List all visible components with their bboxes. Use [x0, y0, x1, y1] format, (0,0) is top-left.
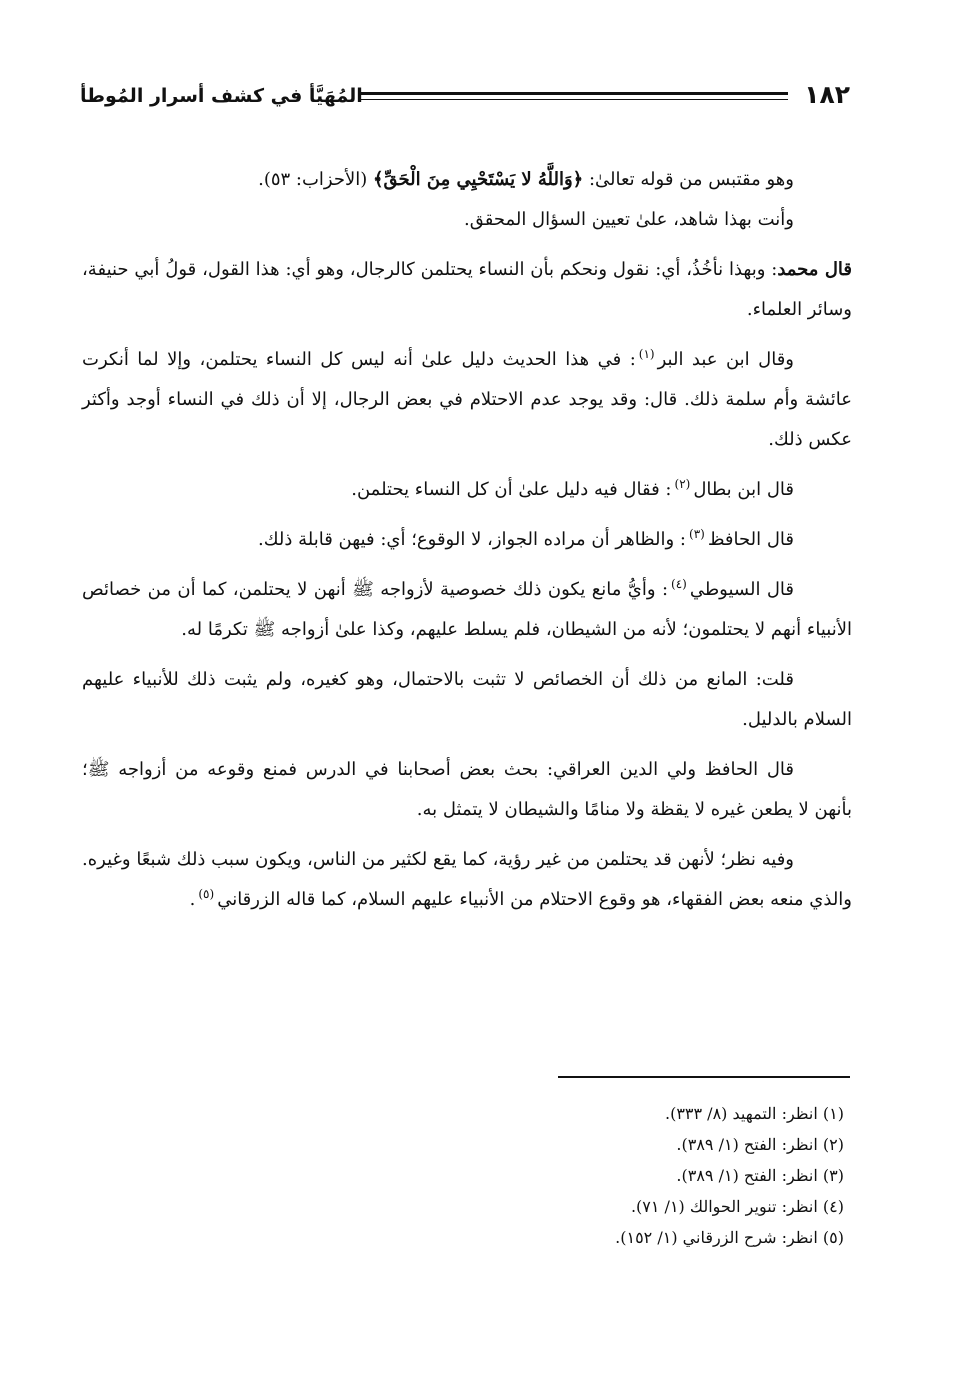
footnote-2: (٢) انظر: الفتح (١/ ٣٨٩).	[676, 1135, 844, 1154]
footnote-ref-4: (٤)	[671, 577, 687, 591]
paragraph-4-text: : في هذا الحديث دليل علىٰ أنه ليس كل النساء يحتلمن، وإلا لما أنكرت عائشة وأم سلمة ذلك. قال: وقد يوجد عدم الاحتلام في بعض الرجال، إلا أن ذلك في النساء أوجد وأكثر عكس ذلك.	[82, 349, 852, 450]
paragraph-10-end: .	[189, 889, 196, 910]
paragraph-7-lead: قال السيوطي	[689, 579, 794, 600]
footnote-separator	[558, 1076, 850, 1078]
main-text	[82, 160, 852, 920]
paragraph-5-lead: قال ابن بطال	[693, 479, 794, 500]
paragraph-6	[82, 520, 852, 560]
paragraph-9: قال الحافظ ولي الدين العراقي: بحث بعض أصحابنا في الدرس فمنع وقوعه من أزواجه ﷺ؛ بأنهن لا يطعن غيره لا يقظة ولا منامًا والشيطان لا يتمثل به.	[82, 759, 852, 820]
footnotes	[344, 1098, 844, 1253]
quran-quote: ﴿وَاللَّهُ لا يَسْتَحْيِي مِنَ الْحَقِّ﴾	[373, 169, 584, 190]
paragraph-7	[82, 570, 852, 650]
paragraph-4	[82, 340, 852, 460]
footnote-1: (١) انظر: التمهيد (٨/ ٣٣٣).	[664, 1104, 844, 1123]
paragraph-5	[82, 470, 852, 510]
paragraph-8: قلت: المانع من ذلك أن الخصائص لا تثبت بالاحتمال، وهو كغيره، ولم يثبت ذلك للأنبياء عليهم السلام بالدليل.	[82, 669, 852, 730]
quran-reference: (الأحزاب: ٥٣).	[258, 169, 373, 190]
paragraph-7-text: : وأيُّ مانع يكون ذلك خصوصية لأزواجه ﷺ أنهن لا يحتلمن، كما أن من خصائص الأنبياء أنهم لا يحتلمون؛ لأنه من الشيطان، فلم يسلط عليهم، وكذا علىٰ أزواجه ﷺ تكرمًا له.	[82, 579, 852, 640]
paragraph-3-text: : وبهذا نأخُذُ، أي: نقول ونحكم بأن النساء يحتلمن كالرجال، وهو أي: هذا القول، قولُ أبي حنيفة، وسائر العلماء.	[82, 259, 852, 320]
paragraph-6-text: : والظاهر أن مراده الجواز، لا الوقوع؛ أي: فيهن قابلة ذلك.	[258, 529, 686, 550]
paragraph-1-text: وهو مقتبس من قوله تعالىٰ:	[583, 169, 794, 190]
footnote-ref-2: (٢)	[674, 477, 691, 491]
paragraph-4-lead: وقال ابن عبد البر	[657, 349, 794, 370]
paragraph-5-text: : فقال فيه دليل علىٰ أن كل النساء يحتلمن.	[351, 479, 672, 500]
footnote-ref-5: (٥)	[198, 887, 215, 901]
paragraph-10-text: وفيه نظر؛ لأنهن قد يحتلمن من غير رؤية، كما يقع لكثير من الناس، ويكون سبب ذلك شبعًا وغيره. والذي منعه بعض الفقهاء، هو وقوع الاحتلام من الأنبياء عليهم السلام، كما قاله الزرقاني	[82, 849, 852, 910]
running-title: المُهَيَّأ في كشف أسرار المُوطأ	[80, 85, 363, 107]
paragraph-10	[82, 840, 852, 920]
footnote-5: (٥) انظر: شرح الزرقاني (١/ ١٥٢).	[615, 1228, 844, 1247]
paragraph-3	[82, 250, 852, 330]
paragraph-1	[82, 160, 852, 200]
footnote-ref-3: (٣)	[689, 527, 705, 541]
footnote-ref-1: (١)	[638, 347, 655, 361]
page-number: ١٨٢	[804, 80, 850, 109]
footnote-4: (٤) انظر: تنوير الحوالك (١/ ٧١).	[630, 1197, 844, 1216]
speaker-label: قال محمد	[777, 259, 852, 280]
running-header	[80, 78, 850, 118]
paragraph-2: وأنت بهذا شاهد، علىٰ تعيين السؤال المحقق.	[463, 209, 794, 230]
paragraph-6-lead: قال الحافظ	[707, 529, 794, 550]
header-rule	[360, 92, 788, 100]
footnote-3: (٣) انظر: الفتح (١/ ٣٨٩).	[676, 1166, 844, 1185]
